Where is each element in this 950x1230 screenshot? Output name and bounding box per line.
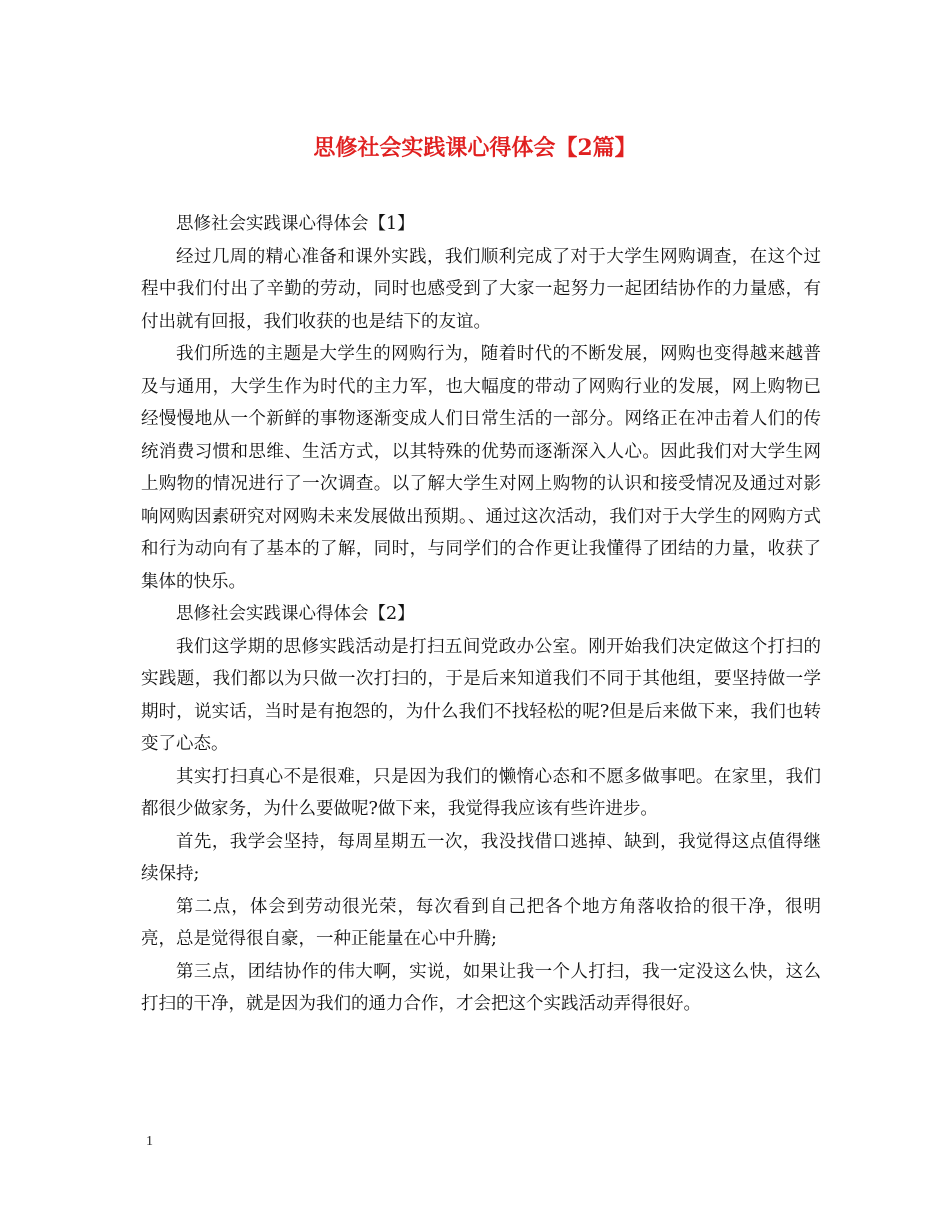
paragraph: 我们所选的主题是大学生的网购行为，随着时代的不断发展，网购也变得越来越普及与通用，大学生作为时代的主力军，也大幅度的带动了网购行业的发展，网上购物已经慢慢地从一个新鲜的事物逐渐变成人们日常生活的一部分。网络正在冲击着人们的传统消费习惯和思维、生活方式，以其特殊的优势而逐渐深入人心。因此我们对大学生网上购物的情况进行了一次调查。以了解大学生对网上购物的认识和接受情况及通过对影响网购因素研究对网购未来发展做出预期。、通过这次活动，我们对于大学生的网购方式和行为动向有了基本的了解，同时，与同学们的合作更让我懂得了团结的力量，收获了集体的快乐。 — [141, 344, 821, 592]
paragraph: 首先，我学会坚持，每周星期五一次，我没找借口逃掉、缺到，我觉得这点值得继续保持; — [141, 831, 821, 884]
section-heading-1: 思修社会实践课心得体会【1】 — [176, 214, 415, 234]
paragraph: 其实打扫真心不是很难，只是因为我们的懒惰心态和不愿多做事吧。在家里，我们都很少做家务，为什么要做呢?做下来，我觉得我应该有些许进步。 — [141, 766, 821, 819]
section-heading-2: 思修社会实践课心得体会【2】 — [176, 604, 415, 624]
document-title: 思修社会实践课心得体会【2篇】 — [313, 135, 637, 161]
paragraph: 我们这学期的思修实践活动是打扫五间党政办公室。刚开始我们决定做这个打扫的实践题，我们都以为只做一次打扫的，于是后来知道我们不同于其他组，要坚持做一学期时，说实话，当时是有抱怨的，为什么我们不找轻松的呢?但是后来做下来，我们也转变了心态。 — [141, 636, 821, 754]
document-body — [141, 208, 821, 1021]
paragraph: 第二点，体会到劳动很光荣，每次看到自己把各个地方角落收拾的很干净，很明亮，总是觉得很自豪，一种正能量在心中升腾; — [141, 896, 821, 949]
paragraph: 第三点，团结协作的伟大啊，实说，如果让我一个人打扫，我一定没这么快，这么打扫的干净，就是因为我们的通力合作，才会把这个实践活动弄得很好。 — [141, 961, 821, 1014]
page-number: 1 — [146, 1134, 153, 1149]
paragraph: 经过几周的精心准备和课外实践，我们顺利完成了对于大学生网购调查，在这个过程中我们付出了辛勤的劳动，同时也感受到了大家一起努力一起团结协作的力量感，有付出就有回报，我们收获的也是结下的友谊。 — [141, 246, 821, 332]
